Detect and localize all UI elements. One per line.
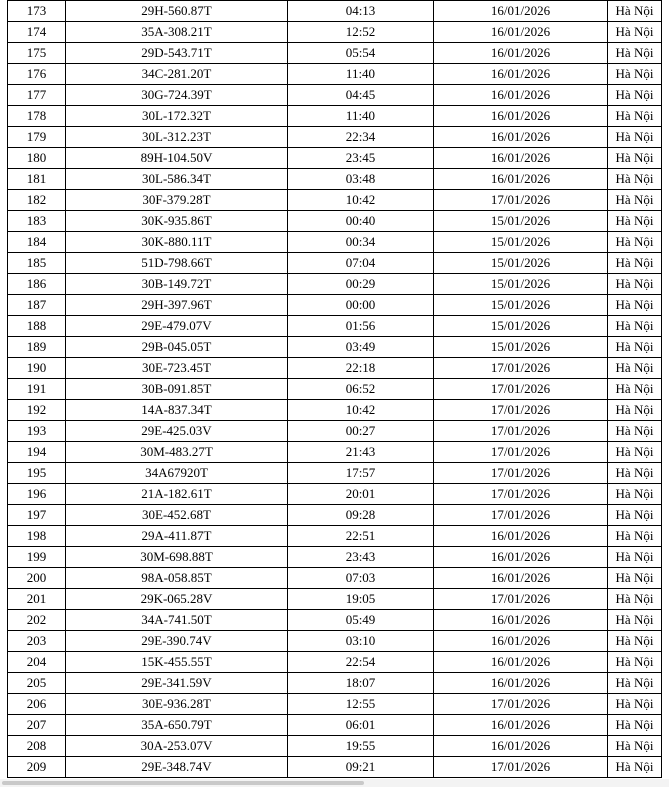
date-cell: 15/01/2026 (434, 274, 608, 295)
table-row (8, 169, 662, 190)
location-cell: Hà Nội (608, 547, 662, 568)
horizontal-scrollbar[interactable] (0, 779, 669, 787)
row-number-cell: 178 (8, 106, 66, 127)
license-plate-cell: 34A-741.50T (66, 610, 288, 631)
time-cell: 07:03 (288, 568, 434, 589)
license-plate-cell: 30E-723.45T (66, 358, 288, 379)
location-cell: Hà Nội (608, 400, 662, 421)
date-cell: 15/01/2026 (434, 316, 608, 337)
location-cell: Hà Nội (608, 757, 662, 778)
time-cell: 05:54 (288, 43, 434, 64)
row-number-cell: 191 (8, 379, 66, 400)
location-cell: Hà Nội (608, 463, 662, 484)
table-row (8, 148, 662, 169)
table-row (8, 64, 662, 85)
table-row (8, 547, 662, 568)
license-plate-cell: 30G-724.39T (66, 85, 288, 106)
license-plate-cell: 30A-253.07V (66, 736, 288, 757)
time-cell: 06:01 (288, 715, 434, 736)
table-row (8, 463, 662, 484)
table-row (8, 442, 662, 463)
date-cell: 16/01/2026 (434, 85, 608, 106)
date-cell: 16/01/2026 (434, 631, 608, 652)
table-row (8, 106, 662, 127)
license-plate-cell: 30M-698.88T (66, 547, 288, 568)
location-cell: Hà Nội (608, 1, 662, 22)
table-row (8, 43, 662, 64)
row-number-cell: 194 (8, 442, 66, 463)
date-cell: 16/01/2026 (434, 652, 608, 673)
license-plate-cell: 29B-045.05T (66, 337, 288, 358)
table-row (8, 526, 662, 547)
date-cell: 16/01/2026 (434, 148, 608, 169)
location-cell: Hà Nội (608, 631, 662, 652)
license-plate-cell: 30B-091.85T (66, 379, 288, 400)
row-number-cell: 176 (8, 64, 66, 85)
date-cell: 17/01/2026 (434, 400, 608, 421)
time-cell: 04:13 (288, 1, 434, 22)
license-plate-cell: 30K-935.86T (66, 211, 288, 232)
table-row (8, 211, 662, 232)
time-cell: 22:54 (288, 652, 434, 673)
row-number-cell: 204 (8, 652, 66, 673)
location-cell: Hà Nội (608, 169, 662, 190)
row-number-cell: 187 (8, 295, 66, 316)
date-cell: 17/01/2026 (434, 694, 608, 715)
time-cell: 00:29 (288, 274, 434, 295)
date-cell: 17/01/2026 (434, 190, 608, 211)
row-number-cell: 183 (8, 211, 66, 232)
date-cell: 16/01/2026 (434, 568, 608, 589)
row-number-cell: 180 (8, 148, 66, 169)
date-cell: 16/01/2026 (434, 715, 608, 736)
table-row (8, 127, 662, 148)
time-cell: 22:34 (288, 127, 434, 148)
table-row (8, 694, 662, 715)
row-number-cell: 205 (8, 673, 66, 694)
time-cell: 10:42 (288, 400, 434, 421)
location-cell: Hà Nội (608, 736, 662, 757)
table-row (8, 232, 662, 253)
location-cell: Hà Nội (608, 337, 662, 358)
time-cell: 12:52 (288, 22, 434, 43)
row-number-cell: 181 (8, 169, 66, 190)
time-cell: 06:52 (288, 379, 434, 400)
license-plate-cell: 29A-411.87T (66, 526, 288, 547)
date-cell: 16/01/2026 (434, 106, 608, 127)
date-cell: 15/01/2026 (434, 337, 608, 358)
time-cell: 10:42 (288, 190, 434, 211)
table-row (8, 400, 662, 421)
location-cell: Hà Nội (608, 589, 662, 610)
license-plate-cell: 35A-308.21T (66, 22, 288, 43)
location-cell: Hà Nội (608, 652, 662, 673)
row-number-cell: 208 (8, 736, 66, 757)
time-cell: 19:55 (288, 736, 434, 757)
location-cell: Hà Nội (608, 274, 662, 295)
date-cell: 17/01/2026 (434, 379, 608, 400)
location-cell: Hà Nội (608, 43, 662, 64)
table-row (8, 316, 662, 337)
date-cell: 15/01/2026 (434, 295, 608, 316)
table-row (8, 85, 662, 106)
date-cell: 16/01/2026 (434, 736, 608, 757)
location-cell: Hà Nội (608, 610, 662, 631)
license-plate-cell: 89H-104.50V (66, 148, 288, 169)
date-cell: 17/01/2026 (434, 757, 608, 778)
location-cell: Hà Nội (608, 421, 662, 442)
location-cell: Hà Nội (608, 232, 662, 253)
table-body (8, 1, 662, 778)
date-cell: 17/01/2026 (434, 589, 608, 610)
row-number-cell: 209 (8, 757, 66, 778)
row-number-cell: 207 (8, 715, 66, 736)
date-cell: 15/01/2026 (434, 232, 608, 253)
date-cell: 16/01/2026 (434, 547, 608, 568)
location-cell: Hà Nội (608, 505, 662, 526)
location-cell: Hà Nội (608, 358, 662, 379)
table-row (8, 274, 662, 295)
row-number-cell: 173 (8, 1, 66, 22)
location-cell: Hà Nội (608, 568, 662, 589)
table-row (8, 379, 662, 400)
row-number-cell: 199 (8, 547, 66, 568)
license-plate-cell: 98A-058.85T (66, 568, 288, 589)
location-cell: Hà Nội (608, 253, 662, 274)
time-cell: 20:01 (288, 484, 434, 505)
time-cell: 07:04 (288, 253, 434, 274)
row-number-cell: 190 (8, 358, 66, 379)
license-plate-cell: 29H-560.87T (66, 1, 288, 22)
row-number-cell: 188 (8, 316, 66, 337)
row-number-cell: 184 (8, 232, 66, 253)
date-cell: 16/01/2026 (434, 43, 608, 64)
location-cell: Hà Nội (608, 106, 662, 127)
row-number-cell: 185 (8, 253, 66, 274)
scrollbar-thumb[interactable] (2, 781, 364, 785)
location-cell: Hà Nội (608, 694, 662, 715)
date-cell: 17/01/2026 (434, 421, 608, 442)
row-number-cell: 201 (8, 589, 66, 610)
time-cell: 21:43 (288, 442, 434, 463)
license-plate-cell: 34C-281.20T (66, 64, 288, 85)
time-cell: 09:28 (288, 505, 434, 526)
license-plate-cell: 51D-798.66T (66, 253, 288, 274)
location-cell: Hà Nội (608, 295, 662, 316)
row-number-cell: 198 (8, 526, 66, 547)
time-cell: 03:10 (288, 631, 434, 652)
date-cell: 16/01/2026 (434, 169, 608, 190)
violations-table-container (7, 0, 662, 778)
row-number-cell: 193 (8, 421, 66, 442)
time-cell: 11:40 (288, 64, 434, 85)
time-cell: 00:27 (288, 421, 434, 442)
date-cell: 17/01/2026 (434, 484, 608, 505)
table-row (8, 631, 662, 652)
time-cell: 05:49 (288, 610, 434, 631)
license-plate-cell: 29E-425.03V (66, 421, 288, 442)
table-row (8, 421, 662, 442)
table-row (8, 652, 662, 673)
row-number-cell: 202 (8, 610, 66, 631)
license-plate-cell: 35A-650.79T (66, 715, 288, 736)
license-plate-cell: 30M-483.27T (66, 442, 288, 463)
row-number-cell: 174 (8, 22, 66, 43)
license-plate-cell: 29E-348.74V (66, 757, 288, 778)
license-plate-cell: 29E-341.59V (66, 673, 288, 694)
table-row (8, 253, 662, 274)
location-cell: Hà Nội (608, 127, 662, 148)
license-plate-cell: 30K-880.11T (66, 232, 288, 253)
date-cell: 16/01/2026 (434, 1, 608, 22)
time-cell: 01:56 (288, 316, 434, 337)
violations-table (7, 0, 662, 778)
row-number-cell: 195 (8, 463, 66, 484)
row-number-cell: 192 (8, 400, 66, 421)
time-cell: 00:34 (288, 232, 434, 253)
location-cell: Hà Nội (608, 526, 662, 547)
table-row (8, 295, 662, 316)
date-cell: 15/01/2026 (434, 253, 608, 274)
date-cell: 16/01/2026 (434, 64, 608, 85)
table-row (8, 358, 662, 379)
time-cell: 17:57 (288, 463, 434, 484)
table-row (8, 568, 662, 589)
license-plate-cell: 14A-837.34T (66, 400, 288, 421)
location-cell: Hà Nội (608, 211, 662, 232)
location-cell: Hà Nội (608, 484, 662, 505)
license-plate-cell: 29K-065.28V (66, 589, 288, 610)
row-number-cell: 177 (8, 85, 66, 106)
time-cell: 23:45 (288, 148, 434, 169)
time-cell: 00:00 (288, 295, 434, 316)
date-cell: 15/01/2026 (434, 211, 608, 232)
row-number-cell: 175 (8, 43, 66, 64)
location-cell: Hà Nội (608, 22, 662, 43)
location-cell: Hà Nội (608, 190, 662, 211)
time-cell: 22:18 (288, 358, 434, 379)
date-cell: 17/01/2026 (434, 442, 608, 463)
license-plate-cell: 30F-379.28T (66, 190, 288, 211)
table-row (8, 715, 662, 736)
date-cell: 16/01/2026 (434, 610, 608, 631)
license-plate-cell: 29D-543.71T (66, 43, 288, 64)
time-cell: 12:55 (288, 694, 434, 715)
time-cell: 04:45 (288, 85, 434, 106)
row-number-cell: 200 (8, 568, 66, 589)
date-cell: 16/01/2026 (434, 127, 608, 148)
table-row (8, 190, 662, 211)
time-cell: 18:07 (288, 673, 434, 694)
table-row (8, 589, 662, 610)
row-number-cell: 206 (8, 694, 66, 715)
license-plate-cell: 29E-479.07V (66, 316, 288, 337)
row-number-cell: 182 (8, 190, 66, 211)
time-cell: 23:43 (288, 547, 434, 568)
license-plate-cell: 30B-149.72T (66, 274, 288, 295)
license-plate-cell: 30E-936.28T (66, 694, 288, 715)
time-cell: 19:05 (288, 589, 434, 610)
date-cell: 17/01/2026 (434, 463, 608, 484)
table-row (8, 1, 662, 22)
table-row (8, 505, 662, 526)
row-number-cell: 186 (8, 274, 66, 295)
table-row (8, 610, 662, 631)
table-row (8, 22, 662, 43)
row-number-cell: 179 (8, 127, 66, 148)
license-plate-cell: 21A-182.61T (66, 484, 288, 505)
table-row (8, 484, 662, 505)
time-cell: 00:40 (288, 211, 434, 232)
row-number-cell: 197 (8, 505, 66, 526)
location-cell: Hà Nội (608, 673, 662, 694)
table-row (8, 673, 662, 694)
time-cell: 09:21 (288, 757, 434, 778)
license-plate-cell: 34A67920T (66, 463, 288, 484)
location-cell: Hà Nội (608, 64, 662, 85)
license-plate-cell: 30E-452.68T (66, 505, 288, 526)
location-cell: Hà Nội (608, 148, 662, 169)
license-plate-cell: 15K-455.55T (66, 652, 288, 673)
location-cell: Hà Nội (608, 442, 662, 463)
table-row (8, 736, 662, 757)
license-plate-cell: 30L-312.23T (66, 127, 288, 148)
time-cell: 22:51 (288, 526, 434, 547)
location-cell: Hà Nội (608, 379, 662, 400)
time-cell: 03:48 (288, 169, 434, 190)
date-cell: 17/01/2026 (434, 505, 608, 526)
license-plate-cell: 30L-586.34T (66, 169, 288, 190)
license-plate-cell: 29E-390.74V (66, 631, 288, 652)
row-number-cell: 196 (8, 484, 66, 505)
date-cell: 16/01/2026 (434, 22, 608, 43)
date-cell: 16/01/2026 (434, 673, 608, 694)
date-cell: 16/01/2026 (434, 526, 608, 547)
row-number-cell: 203 (8, 631, 66, 652)
time-cell: 03:49 (288, 337, 434, 358)
row-number-cell: 189 (8, 337, 66, 358)
license-plate-cell: 30L-172.32T (66, 106, 288, 127)
table-row (8, 337, 662, 358)
time-cell: 11:40 (288, 106, 434, 127)
location-cell: Hà Nội (608, 316, 662, 337)
table-row (8, 757, 662, 778)
location-cell: Hà Nội (608, 85, 662, 106)
date-cell: 17/01/2026 (434, 358, 608, 379)
location-cell: Hà Nội (608, 715, 662, 736)
license-plate-cell: 29H-397.96T (66, 295, 288, 316)
